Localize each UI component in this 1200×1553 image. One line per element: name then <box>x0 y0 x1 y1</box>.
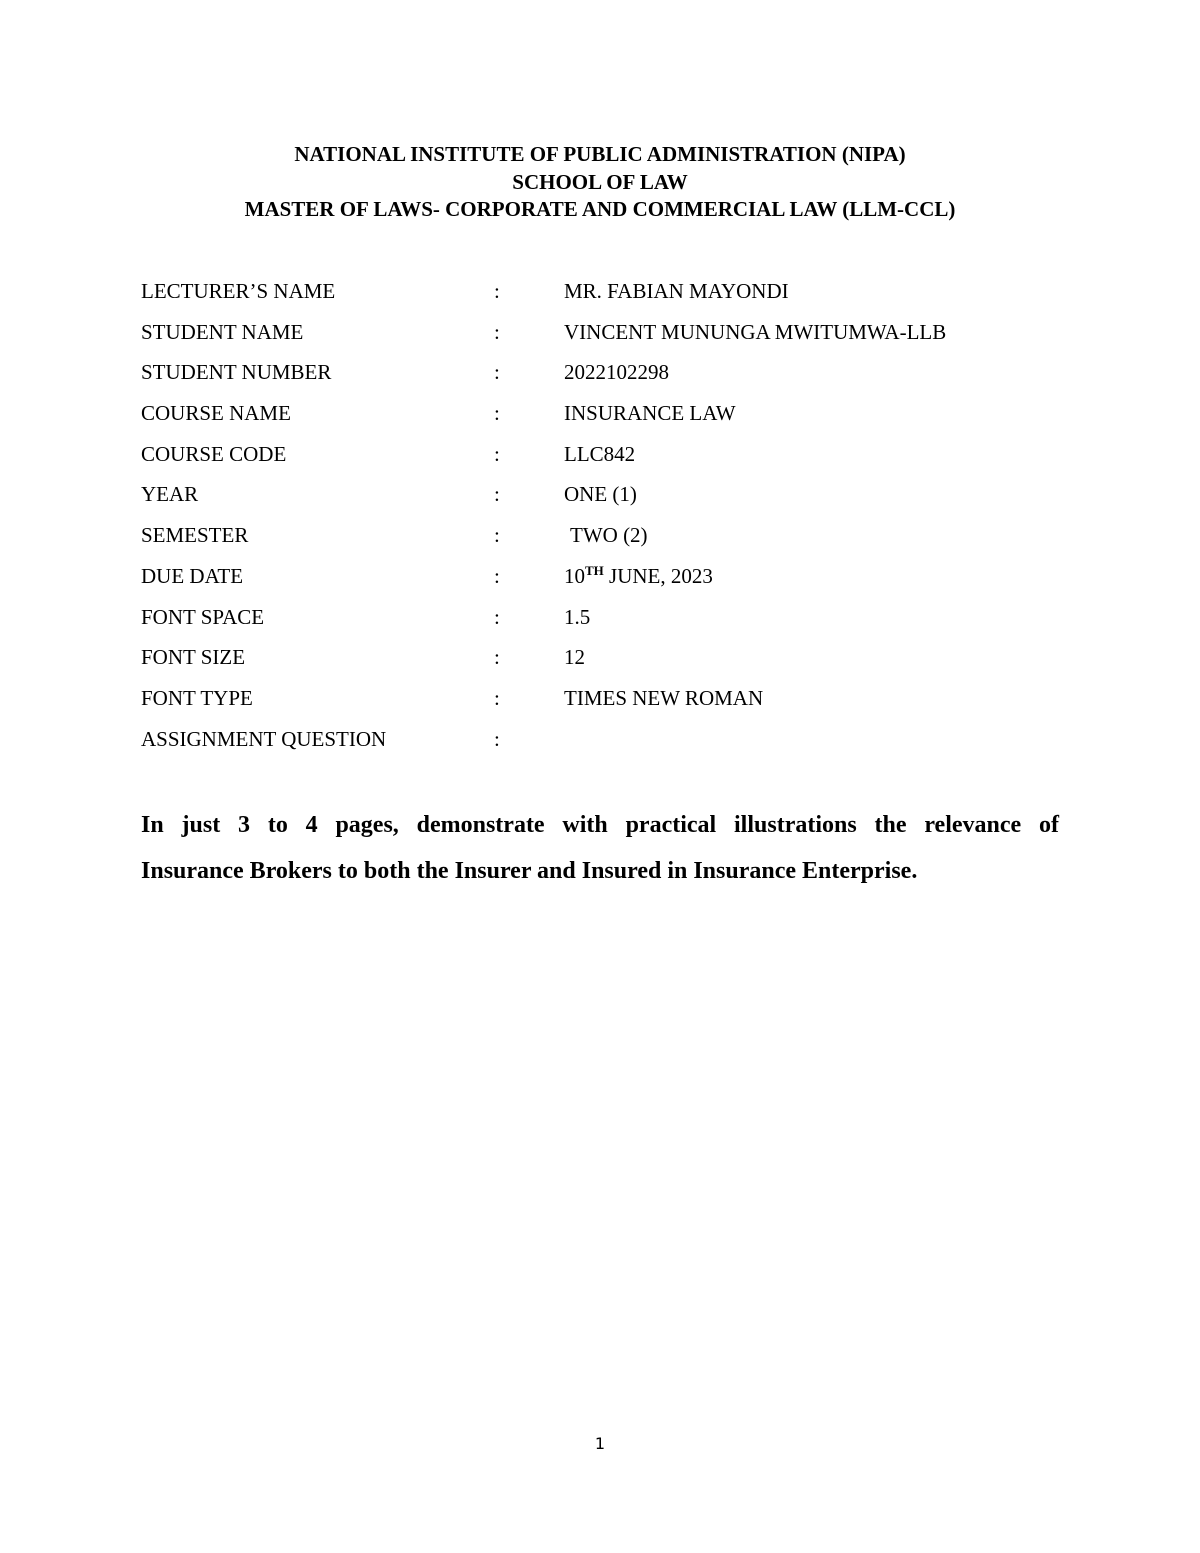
field-separator: : <box>494 604 500 629</box>
due-month-year: JUNE, 2023 <box>603 563 713 588</box>
field-value: LLC842 <box>564 441 636 466</box>
field-row-font-space <box>141 602 1061 643</box>
programme-name: MASTER OF LAWS- CORPORATE AND COMMERCIAL LAW (LLM-CCL) <box>244 197 956 221</box>
field-value: TIMES NEW ROMAN <box>564 685 764 710</box>
field-row-student-number <box>141 357 1061 398</box>
field-separator: : <box>494 441 500 466</box>
field-separator: : <box>494 685 500 710</box>
field-row-course-name <box>141 398 1061 439</box>
field-label: COURSE CODE <box>141 441 287 466</box>
field-label: SEMESTER <box>141 523 249 548</box>
field-separator: : <box>494 645 500 670</box>
assignment-question-text <box>141 802 1059 894</box>
field-row-course-code <box>141 439 1061 480</box>
field-row-due-date <box>141 561 1061 602</box>
assignment-details <box>141 276 1061 764</box>
field-label: STUDENT NAME <box>141 319 304 344</box>
field-value: ONE (1) <box>564 482 637 507</box>
due-day-suffix: TH <box>585 562 604 578</box>
field-value: 2022102298 <box>564 360 669 385</box>
field-separator: : <box>494 563 500 588</box>
field-value: INSURANCE LAW <box>564 401 736 426</box>
field-separator: : <box>494 360 500 385</box>
field-value <box>564 561 713 591</box>
question-line-1: In just 3 to 4 pages, demonstrate with practical illustrations the relevance of <box>141 812 1059 838</box>
field-label: YEAR <box>141 482 199 507</box>
field-label: STUDENT NUMBER <box>141 360 332 385</box>
due-day: 10 <box>564 563 585 588</box>
field-label: FONT SPACE <box>141 604 265 629</box>
field-row-student-name <box>141 317 1061 358</box>
field-value: 12 <box>564 645 585 670</box>
field-label: COURSE NAME <box>141 401 291 426</box>
question-line-2: Insurance Brokers to both the Insurer and Insured in Insurance Enterprise. <box>141 858 918 884</box>
field-row-year <box>141 479 1061 520</box>
field-value: TWO (2) <box>570 523 648 548</box>
field-value: VINCENT MUNUNGA MWITUMWA-LLB <box>564 319 947 344</box>
institution-name: NATIONAL INSTITUTE OF PUBLIC ADMINISTRATION (NIPA) <box>294 142 906 166</box>
field-separator: : <box>494 279 500 303</box>
field-row-lecturer <box>141 276 1061 317</box>
field-separator: : <box>494 726 500 751</box>
field-label: LECTURER’S NAME <box>141 279 336 303</box>
field-row-font-size <box>141 642 1061 683</box>
field-label: FONT TYPE <box>141 685 253 710</box>
field-row-assignment-question <box>141 724 1061 765</box>
field-separator: : <box>494 482 500 507</box>
field-separator: : <box>494 523 500 548</box>
page-number: 1 <box>594 1434 606 1453</box>
field-value: MR. FABIAN MAYONDI <box>564 279 789 303</box>
field-row-font-type <box>141 683 1061 724</box>
field-label: ASSIGNMENT QUESTION <box>141 726 387 751</box>
field-row-semester <box>141 520 1061 561</box>
field-value: 1.5 <box>564 604 591 629</box>
field-separator: : <box>494 319 500 344</box>
school-name: SCHOOL OF LAW <box>512 169 688 194</box>
field-label: DUE DATE <box>141 563 244 588</box>
field-separator: : <box>494 401 500 426</box>
field-label: FONT SIZE <box>141 645 246 670</box>
document-header <box>0 141 1200 224</box>
